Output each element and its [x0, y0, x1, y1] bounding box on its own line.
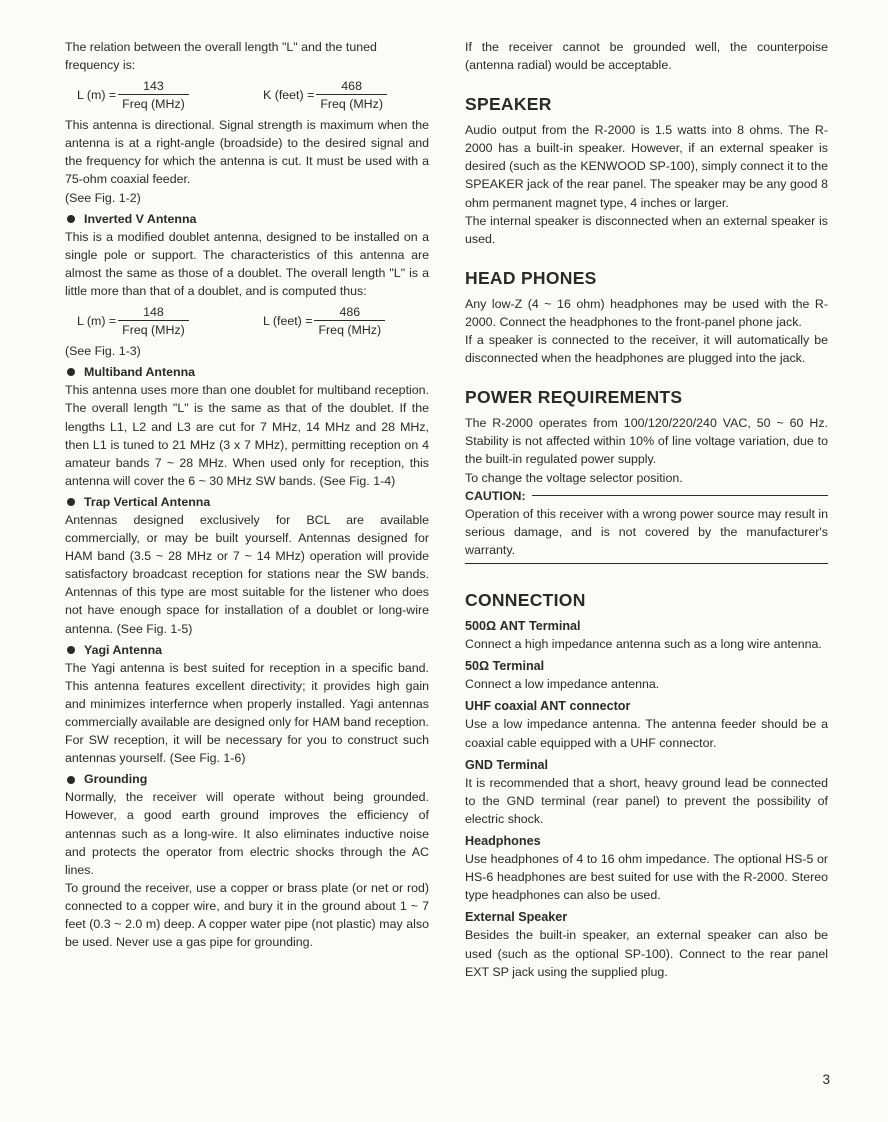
- inverted-v-heading: [65, 210, 429, 228]
- gnd-heading: GND Terminal: [465, 757, 549, 772]
- gnd-text: It is recommended that a short, heavy ground lead be connected to the GND terminal (rear panel) to prevent the possibility of electric shock.: [465, 775, 828, 826]
- directional-text: This antenna is directional. Signal strength is maximum when the antenna is at a right-angle (broadside) to the desired signal and the frequency for which the antenna is cut. It must be used with a 75-ohm coaxial feeder.: [65, 118, 429, 187]
- uhf-heading: UHF coaxial ANT connector: [465, 699, 631, 714]
- bullet-icon: [67, 498, 75, 506]
- numerator: 148: [143, 305, 164, 320]
- formula-doublet: [65, 75, 429, 115]
- bullet-icon: [67, 776, 75, 784]
- uhf-text: Use a low impedance antenna. The antenna feeder should be a coaxial cable equipped with a UHF connector.: [465, 717, 828, 750]
- fraction: [118, 304, 189, 338]
- headphones-sub-heading: Headphones: [465, 834, 541, 848]
- multiband-text: This antenna uses more than one doublet for multiband reception. The overall length "L" is the same as that of the doublet. If the lengths L1, L2 and L3 are cut for 7 MHz, 14 MHz and 28 MHz, then L1 is tuned to 21 MHz (3 x 7 MHz), permitting reception on 4 amateur bands 7 ~ 28 MHz. When used only for reception, this antenna will cover the 6 ~ 30 MHz SW bands. (See Fig. 1-4): [65, 383, 429, 488]
- directional-ref: (See Fig. 1-2): [65, 190, 141, 205]
- grounding-heading: [65, 770, 429, 788]
- grounding-text-2: To ground the receiver, use a copper or brass plate (or net or rod) connected to a copper wire, and bury it in the ground about 1 ~ 7 feet (0.3 ~ 2.0 m) deep. A copper water pipe (not plastic) may also be used. Never use a gas pipe for grounding.: [65, 880, 429, 950]
- caution-label: CAUTION:: [465, 488, 526, 503]
- power-text-1: The R-2000 operates from 100/120/220/240 VAC, 50 ~ 60 Hz. Stability is not affected within 10% of line voltage variation, due to the built-in regulated power supply.: [465, 416, 828, 467]
- formula-inverted-v: [65, 301, 429, 341]
- caution-text: Operation of this receiver with a wrong power source may result in serious damage, and is not covered by the manufacturer's warranty.: [465, 506, 828, 557]
- speaker-text-1: Audio output from the R-2000 is 1.5 watts into 8 ohms. The R-2000 has a built-in speaker. However, if an external speaker is desired (such as the KENWOOD SP-100), simply connect it to the SPEAKER jack of the rear panel. The speaker may be any good 8 ohm permanent magnet type, 4 inches or larger.: [465, 123, 828, 210]
- heading-label: Grounding: [84, 772, 148, 787]
- formula-lhs: L (m) =: [77, 88, 117, 103]
- left-column: [65, 38, 429, 951]
- yagi-heading: [65, 641, 429, 659]
- heading-label: Trap Vertical Antenna: [84, 494, 211, 509]
- speaker-heading: SPEAKER: [465, 94, 552, 115]
- intro-text: The relation between the overall length "L" and the tuned frequency is:: [65, 40, 377, 73]
- inverted-v-ref: (See Fig. 1-3): [65, 344, 141, 359]
- formula-lhs: L (m) =: [77, 314, 117, 329]
- headphones-sub-text: Use headphones of 4 to 16 ohm impedance. The optional HS-5 or HS-6 headphones are best suited for use with the R-2000. Stereo type headphones can also be used.: [465, 852, 828, 903]
- bullet-icon: [67, 646, 75, 654]
- power-heading: POWER REQUIREMENTS: [465, 387, 683, 408]
- fraction: [118, 78, 189, 112]
- fraction: [316, 78, 387, 112]
- inverted-v-text: This is a modified doublet antenna, designed to be installed on a single pole or support. The characteristics of this antenna are almost the same as those of a doublet. The overall length "L" is a little more than that of a doublet, and is computed thus:: [65, 229, 429, 299]
- denominator: Freq (MHz): [314, 320, 385, 338]
- formula-meters: [77, 75, 189, 115]
- numerator: 143: [143, 79, 164, 94]
- bullet-icon: [67, 368, 75, 376]
- denominator: Freq (MHz): [118, 94, 189, 112]
- page-number: 3: [822, 1072, 830, 1087]
- terminal50-text: Connect a low impedance antenna.: [465, 677, 660, 692]
- terminal50-heading: 50Ω Terminal: [465, 659, 545, 674]
- denominator: Freq (MHz): [316, 94, 387, 112]
- formula-lhs: K (feet) =: [263, 88, 315, 103]
- formula-feet: [263, 301, 385, 341]
- formula-meters: [77, 301, 189, 341]
- numerator: 486: [339, 305, 361, 320]
- ext-speaker-heading: External Speaker: [465, 910, 568, 925]
- grounding-text-1: Normally, the receiver will operate without being grounded. However, a good earth ground improves the efficiency of antennas such as a long-wire. It also eliminates inductive noise and protects the operator from electric shocks through the AC lines.: [65, 790, 429, 877]
- ant500-heading: 500Ω ANT Terminal: [465, 618, 581, 633]
- formula-lhs: L (feet) =: [263, 314, 313, 329]
- ext-speaker-text: Besides the built-in speaker, an external speaker can also be used (such as the optional SP-100). Connect to the rear panel EXT SP jack using the supplied plug.: [465, 928, 828, 979]
- trap-text: Antennas designed exclusively for BCL are available commercially, or may be built yourself. Antennas designed for HAM band (3.5 ~ 28 MHz or 7 ~ 14 MHz) operation will provide satisfactory broadcast reception for stations near the SW bands. Antennas of this type are most suitable for the listener who does not have enough space for installation of a doublet or long-wire antenna. (See Fig. 1-5): [65, 512, 429, 636]
- heading-label: Inverted V Antenna: [84, 211, 197, 226]
- connection-heading: CONNECTION: [465, 589, 586, 610]
- caution-label-row: [465, 487, 828, 505]
- trap-heading: [65, 493, 429, 511]
- right-column: [465, 38, 828, 981]
- power-text-2: To change the voltage selector position.: [465, 470, 683, 485]
- caution-end-rule: [465, 563, 828, 564]
- headphones-heading: HEAD PHONES: [465, 267, 597, 288]
- numerator: 468: [341, 79, 362, 94]
- heading-label: Yagi Antenna: [84, 642, 163, 657]
- denominator: Freq (MHz): [118, 320, 189, 338]
- caution-rule: [532, 495, 828, 496]
- multiband-heading: [65, 363, 429, 381]
- speaker-text-2: The internal speaker is disconnected when an external speaker is used.: [465, 213, 828, 246]
- heading-label: Multiband Antenna: [84, 365, 196, 380]
- headphones-text-1: Any low-Z (4 ~ 16 ohm) headphones may be used with the R-2000. Connect the headphones to the front-panel phone jack.: [465, 296, 828, 329]
- ant500-text: Connect a high impedance antenna such as a long wire antenna.: [465, 637, 822, 652]
- headphones-text-2: If a speaker is connected to the receiver, it will automatically be disconnected when the headphones are plugged into the jack.: [465, 333, 828, 366]
- yagi-text: The Yagi antenna is best suited for reception in a specific band. This antenna features excellent directivity; it provides high gain and minimizes interfernce when properly installed. Yagi antennas commercially available are designed only for HAM band reception. For SW reception, it will be necessary for you to construct such antennas yourself. (See Fig. 1-6): [65, 660, 429, 766]
- counterpoise-text: If the receiver cannot be grounded well, the counterpoise (antenna radial) would be acceptable.: [465, 40, 828, 73]
- formula-feet: [263, 75, 387, 115]
- fraction: [314, 304, 385, 338]
- bullet-icon: [67, 215, 75, 223]
